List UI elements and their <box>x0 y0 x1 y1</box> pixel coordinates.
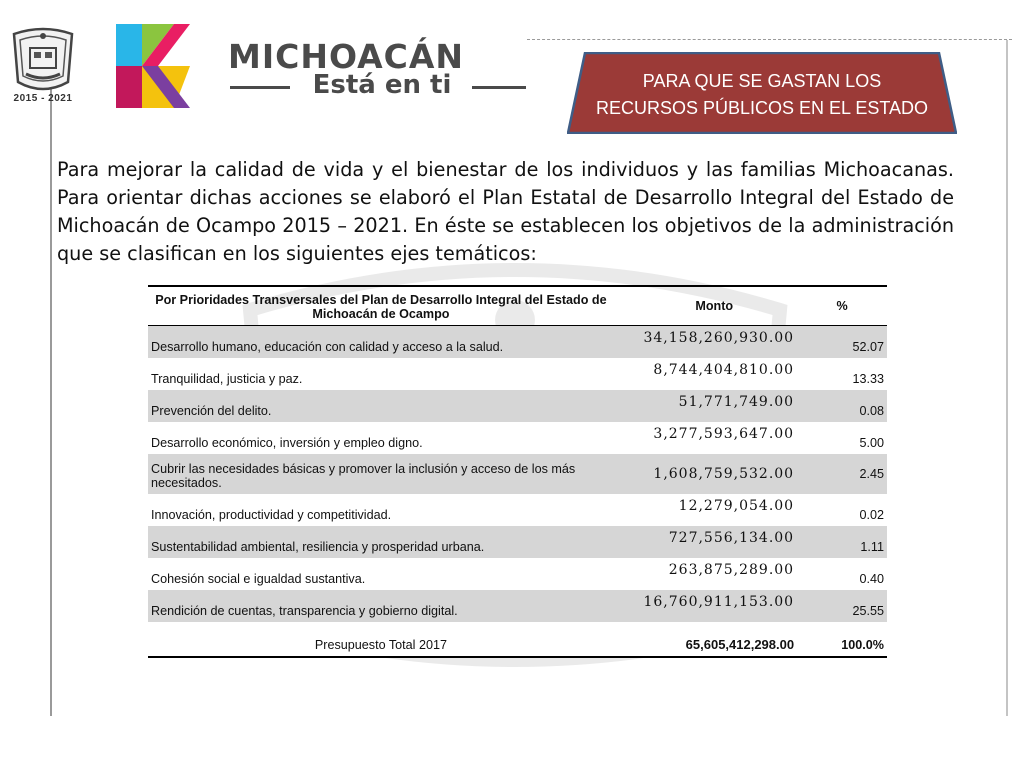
row-amount: 727,556,134.00 <box>614 526 797 558</box>
row-label: Desarrollo económico, inversión y empleo digno. <box>148 422 614 454</box>
banner-title <box>577 68 947 122</box>
row-percent: 13.33 <box>797 358 887 390</box>
table-row <box>148 422 887 454</box>
banner-line-2: RECURSOS PÚBLICOS EN EL ESTADO <box>595 98 929 118</box>
row-percent: 1.11 <box>797 526 887 558</box>
state-emblem-icon <box>8 26 78 92</box>
brand-rule-right <box>472 86 526 89</box>
row-percent: 25.55 <box>797 590 887 622</box>
row-label: Cubrir las necesidades básicas y promover la inclusión y acceso de los más necesitados. <box>148 454 614 494</box>
row-amount: 8,744,404,810.00 <box>614 358 797 390</box>
row-label: Rendición de cuentas, transparencia y gobierno digital. <box>148 590 614 622</box>
table-row <box>148 558 887 590</box>
row-label: Sustentabilidad ambiental, resiliencia y prosperidad urbana. <box>148 526 614 558</box>
row-amount: 51,771,749.00 <box>614 390 797 422</box>
table-row <box>148 454 887 494</box>
brand-wordmark <box>228 37 528 100</box>
row-percent: 5.00 <box>797 422 887 454</box>
left-rule <box>50 40 52 716</box>
table-row <box>148 494 887 526</box>
total-label: Presupuesto Total 2017 <box>148 622 614 657</box>
row-percent: 0.02 <box>797 494 887 526</box>
row-label: Desarrollo humano, educación con calidad y acceso a la salud. <box>148 326 614 359</box>
table-row <box>148 358 887 390</box>
row-percent: 2.45 <box>797 454 887 494</box>
total-percent: 100.0% <box>797 622 887 657</box>
row-label: Innovación, productividad y competitividad. <box>148 494 614 526</box>
brand-name: MICHOACÁN <box>228 37 465 76</box>
total-amount: 65,605,412,298.00 <box>614 622 797 657</box>
row-amount: 16,760,911,153.00 <box>614 590 797 622</box>
row-percent: 0.40 <box>797 558 887 590</box>
k-logo-icon <box>112 20 192 112</box>
seal-years: 2015 - 2021 <box>13 93 73 104</box>
banner-line-1: PARA QUE SE GASTAN LOS <box>642 71 882 91</box>
table-row <box>148 390 887 422</box>
intro-paragraph: Para mejorar la calidad de vida y el bienestar de los individuos y las familias Michoacanas. Para orientar dichas acciones se elaboró el Plan Estatal de Desarrollo Integral del Estado de Michoacán de Ocampo 2015 – 2021. En éste se establecen los objetivos de la administración que se clasifican en los siguientes ejes temáticos: <box>57 158 954 265</box>
table-header-row <box>148 286 887 326</box>
table-row <box>148 590 887 622</box>
top-rule <box>527 39 1012 40</box>
row-label: Prevención del delito. <box>148 390 614 422</box>
brand-rule-left <box>230 86 290 89</box>
row-amount: 263,875,289.00 <box>614 558 797 590</box>
total-row <box>148 622 887 657</box>
table-row <box>148 326 887 359</box>
row-amount: 34,158,260,930.00 <box>614 326 797 359</box>
row-label: Cohesión social e igualdad sustantiva. <box>148 558 614 590</box>
header-percent: % <box>797 286 887 326</box>
row-label: Tranquilidad, justicia y paz. <box>148 358 614 390</box>
row-amount: 12,279,054.00 <box>614 494 797 526</box>
budget-table <box>148 285 887 658</box>
right-rule <box>1006 40 1008 716</box>
row-amount: 3,277,593,647.00 <box>614 422 797 454</box>
brand-tagline: Está en ti <box>312 70 452 100</box>
row-amount: 1,608,759,532.00 <box>614 454 797 494</box>
table-row <box>148 526 887 558</box>
title-banner <box>567 52 957 134</box>
header-priorities: Por Prioridades Transversales del Plan de Desarrollo Integral del Estado de Michoacán de Ocampo <box>148 286 614 326</box>
row-percent: 52.07 <box>797 326 887 359</box>
row-percent: 0.08 <box>797 390 887 422</box>
header-amount: Monto <box>614 286 797 326</box>
